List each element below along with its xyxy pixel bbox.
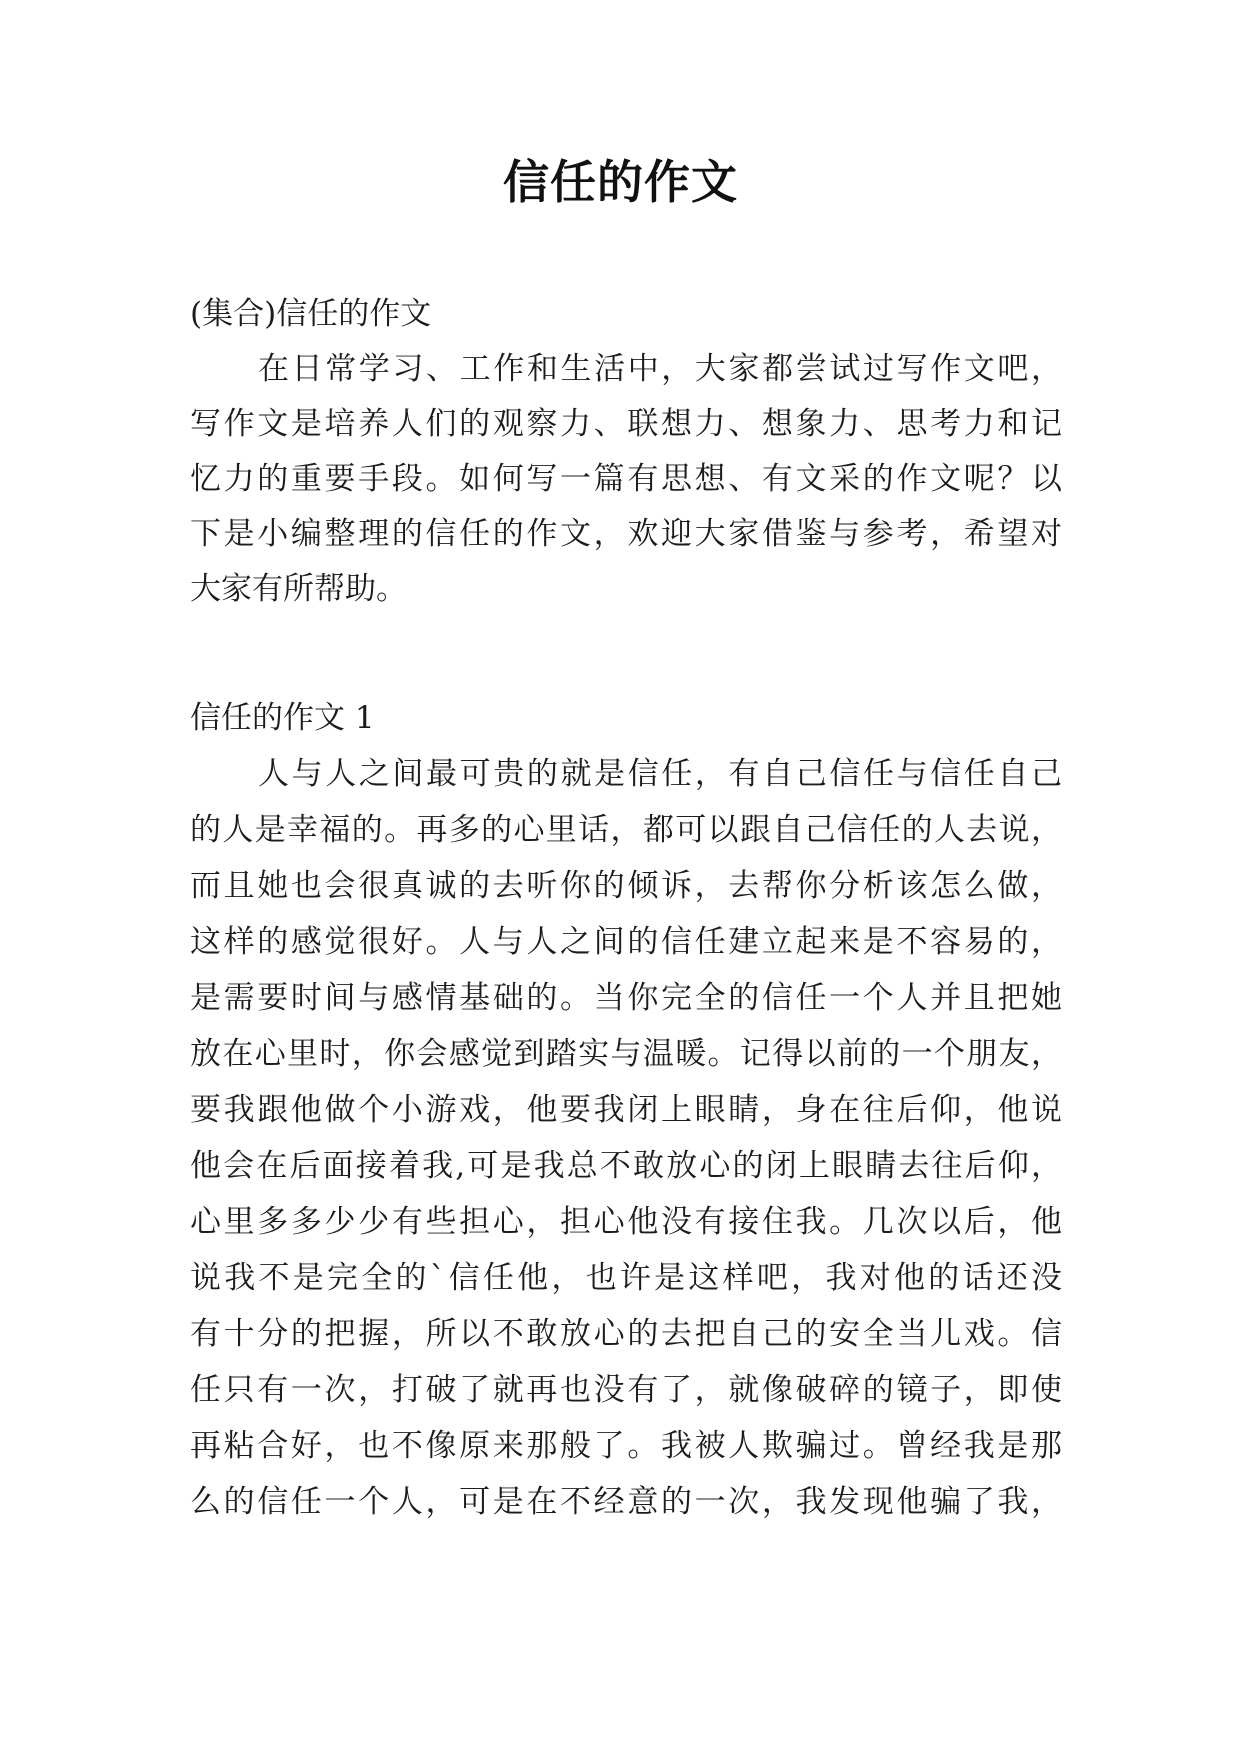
body-line-1: 人与人之间最可贵的就是信任，有自己信任与信任自己: [258, 756, 1062, 792]
intro-line-1: 在日常学习、工作和生活中，大家都尝试过写作文吧，: [258, 351, 1062, 387]
body-line-11: 有十分的把握，所以不敢放心的去把自己的安全当儿戏。信: [190, 1316, 1062, 1352]
intro-line-3: 忆力的重要手段。如何写一篇有思想、有文采的作文呢？以: [190, 461, 1062, 497]
body-line-3: 而且她也会很真诚的去听你的倾诉，去帮你分析该怎么做，: [190, 868, 1062, 904]
body-line-4: 这样的感觉很好。人与人之间的信任建立起来是不容易的，: [190, 924, 1062, 960]
document-title: 信任的作文: [503, 155, 738, 209]
body-line-13: 再粘合好，也不像原来那般了。我被人欺骗过。曾经我是那: [190, 1428, 1062, 1464]
intro-line-2: 写作文是培养人们的观察力、联想力、想象力、思考力和记: [190, 406, 1062, 442]
document-subtitle: (集合)信任的作文: [190, 296, 432, 332]
body-line-8: 他会在后面接着我,可是我总不敢放心的闭上眼睛去往后仰，: [190, 1148, 1062, 1184]
body-line-14: 么的信任一个人，可是在不经意的一次，我发现他骗了我，: [190, 1484, 1062, 1520]
body-line-10: 说我不是完全的`信任他，也许是这样吧，我对他的话还没: [190, 1260, 1062, 1296]
body-line-12: 任只有一次，打破了就再也没有了，就像破碎的镜子，即使: [190, 1372, 1062, 1408]
body-line-7: 要我跟他做个小游戏，他要我闭上眼睛，身在往后仰，他说: [190, 1092, 1062, 1128]
body-line-2: 的人是幸福的。再多的心里话，都可以跟自己信任的人去说，: [190, 812, 1062, 848]
body-line-5: 是需要时间与感情基础的。当你完全的信任一个人并且把她: [190, 980, 1062, 1016]
body-line-6: 放在心里时，你会感觉到踏实与温暖。记得以前的一个朋友，: [190, 1036, 1062, 1072]
intro-line-4: 下是小编整理的信任的作文，欢迎大家借鉴与参考，希望对: [190, 516, 1062, 552]
body-line-9: 心里多多少少有些担心，担心他没有接住我。几次以后，他: [190, 1204, 1062, 1240]
intro-line-5: 大家有所帮助。: [190, 571, 407, 607]
section-heading: 信任的作文 1: [190, 700, 375, 736]
